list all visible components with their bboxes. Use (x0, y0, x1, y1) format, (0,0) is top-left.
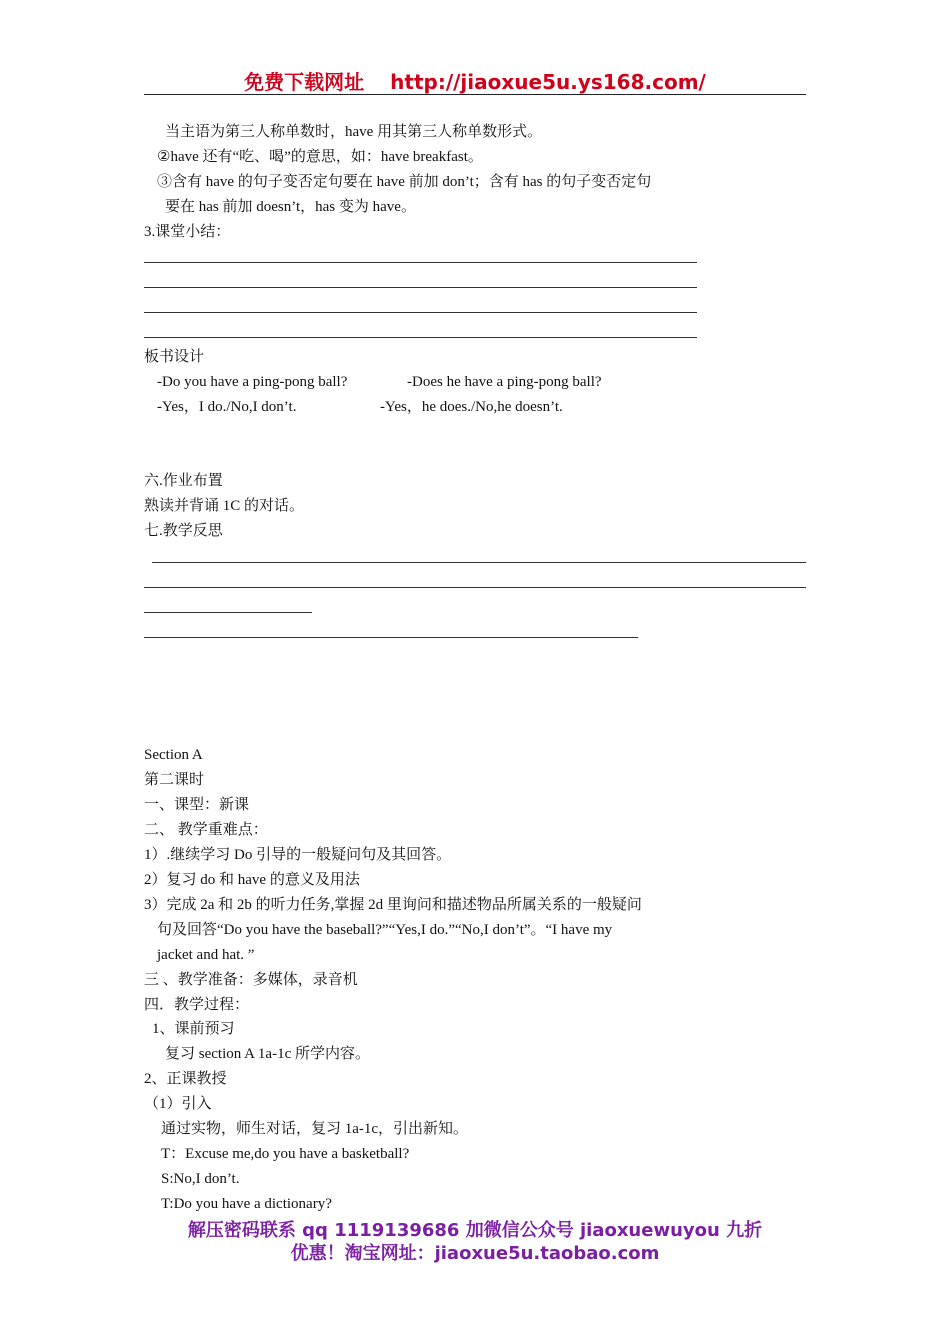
section-heading: 七.教学反思 (144, 523, 223, 539)
board-text: -Does he have a ping-pong ball? (407, 374, 602, 390)
footer-line-2[interactable]: 优惠！淘宝网址：jiaoxue5u.taobao.com (290, 1243, 660, 1264)
text-line: 句及回答“Do you have the baseball?”“Yes,I do.”“No,I don’t”。“I have my (157, 922, 613, 938)
footer-line-1: 解压密码联系 qq 1119139686 加微信公众号 jiaoxuewuyou 九折 (187, 1220, 763, 1241)
board-text: -Do you have a ping-pong ball? (157, 374, 348, 390)
text-line: 1、课前预习 (152, 1021, 235, 1037)
board-text: -Yes，I do./No,I don’t. (157, 399, 297, 415)
text-line: （1）引入 (144, 1096, 212, 1112)
text-line: 复习 section A 1a-1c 所学内容。 (165, 1046, 370, 1062)
text-line: 当主语为第三人称单数时，have 用其第三人称单数形式。 (165, 124, 543, 140)
text-line: ②have 还有“吃、喝”的意思，如：have breakfast。 (157, 149, 483, 165)
text-line: 要在 has 前加 doesn’t，has 变为 have。 (165, 199, 416, 215)
header-url[interactable]: http://jiaoxue5u.ys168.com/ (390, 70, 706, 94)
text-line: 1）.继续学习 Do 引导的一般疑问句及其回答。 (144, 847, 452, 863)
blank-line (144, 337, 697, 338)
blank-line (144, 587, 806, 588)
blank-line (144, 312, 697, 313)
text-line: ③含有 have 的句子变否定句要在 have 前加 don’t；含有 has 的句子变否定句 (157, 174, 652, 190)
text-line: 二、 教学重难点： (144, 822, 268, 838)
blank-line (144, 612, 312, 613)
board-text: -Yes，he does./No,he doesn’t. (380, 399, 563, 415)
blank-line (144, 287, 697, 288)
text-line: 三 、教学准备：多媒体，录音机 (144, 972, 358, 988)
blank-line (144, 262, 697, 263)
section-heading: 板书设计 (144, 349, 205, 365)
text-line: 2、正课教授 (144, 1071, 227, 1087)
page-header (144, 66, 806, 95)
section-heading: 六.作业布置 (144, 473, 223, 489)
dialogue-line: T：Excuse me,do you have a basketball? (161, 1146, 410, 1162)
section-title: Section A (144, 747, 203, 763)
dialogue-line: T:Do you have a dictionary? (161, 1196, 332, 1212)
text-line: 四．教学过程： (144, 997, 250, 1013)
text-line: 3）完成 2a 和 2b 的听力任务,掌握 2d 里询问和描述物品所属关系的一般疑问 (144, 897, 642, 913)
header-title: 免费下载网址 (244, 70, 365, 94)
dialogue-line: S:No,I don’t. (161, 1171, 240, 1187)
text-line: 熟读并背诵 1C 的对话。 (144, 498, 305, 514)
blank-line (152, 562, 806, 563)
blank-line (144, 637, 638, 638)
text-line: 一、课型：新课 (144, 797, 250, 813)
text-line: jacket and hat. ” (157, 947, 255, 963)
text-line: 2）复习 do 和 have 的意义及用法 (144, 872, 360, 888)
text-line: 第二课时 (144, 772, 205, 788)
section-heading: 3.课堂小结： (144, 224, 231, 240)
text-line: 通过实物，师生对话，复习 1a-1c，引出新知。 (161, 1121, 469, 1137)
